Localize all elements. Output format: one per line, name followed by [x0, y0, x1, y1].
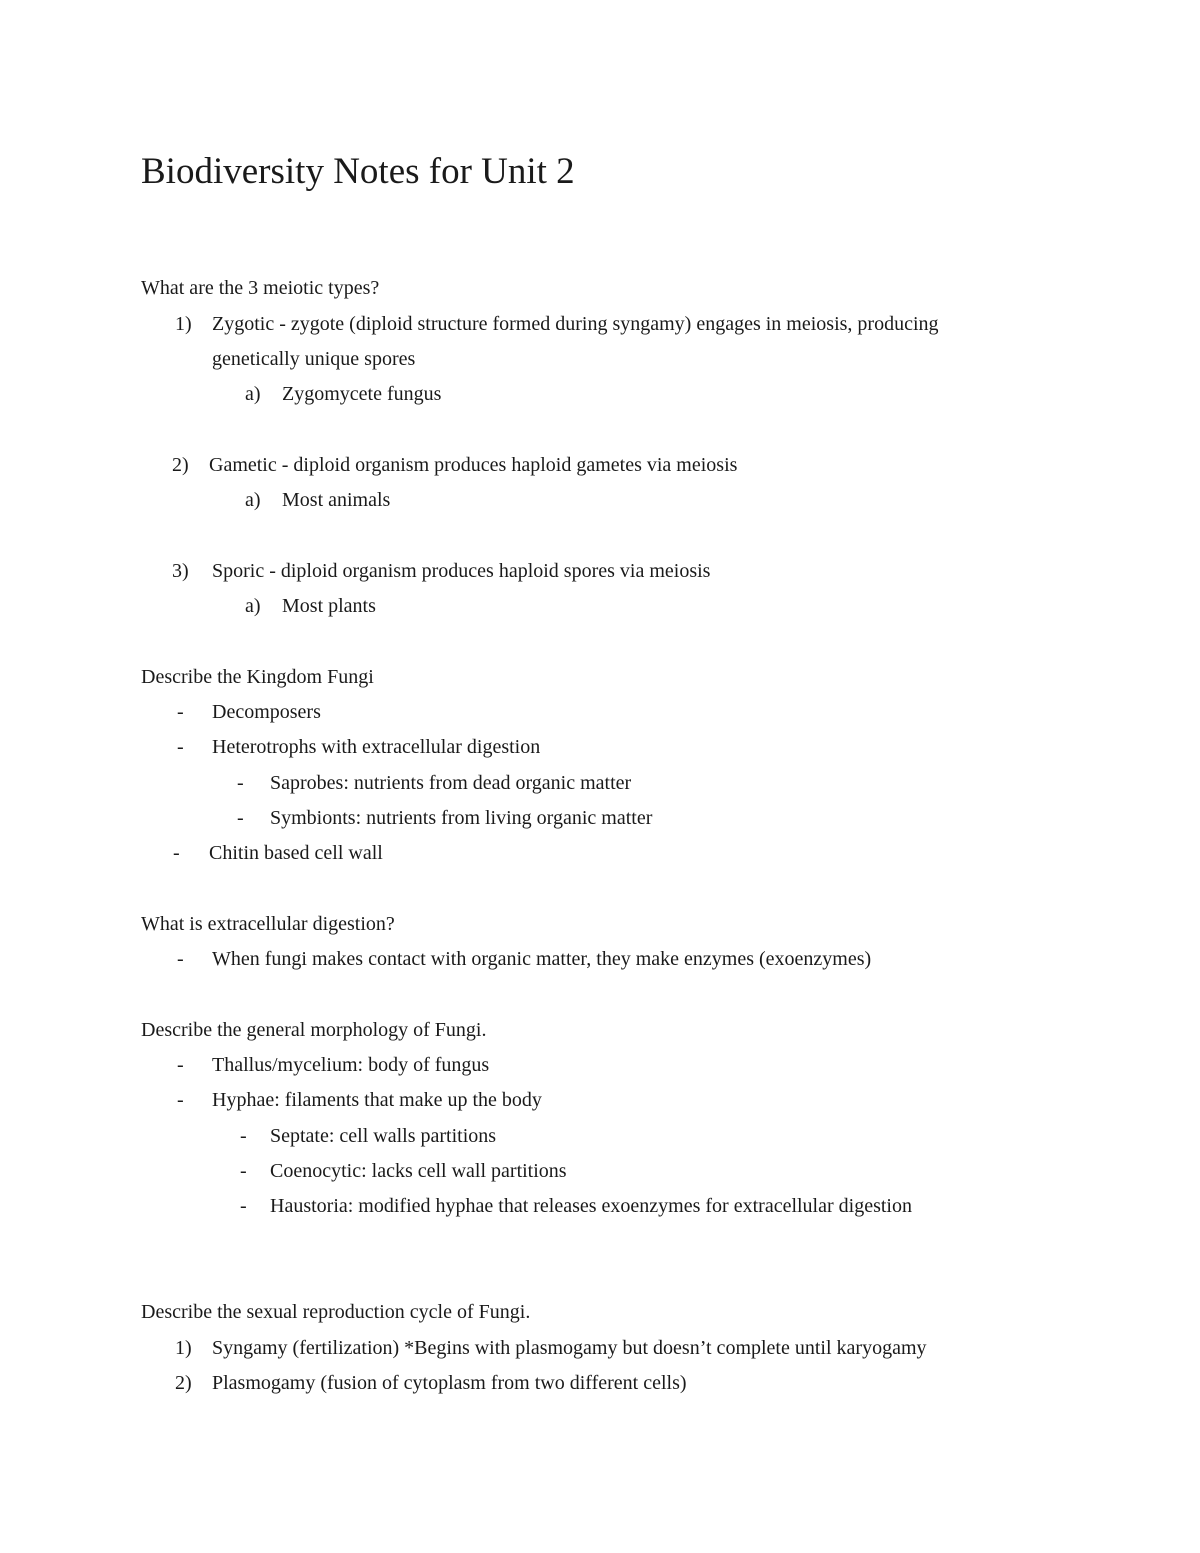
sub-list-marker: a)	[245, 383, 261, 405]
list-item: Syngamy (fertilization) *Begins with plasmogamy but doesn’t complete until karyogamy	[212, 1337, 927, 1359]
sub-list-item: Septate: cell walls partitions	[270, 1125, 497, 1147]
section-heading: What is extracellular digestion?	[141, 913, 395, 935]
sub-list-item: Haustoria: modified hyphae that releases exoenzymes for extracellular digestion	[270, 1195, 912, 1217]
sub-list-item: Coenocytic: lacks cell wall partitions	[270, 1160, 567, 1182]
list-item: Decomposers	[212, 701, 321, 723]
bullet-dash: -	[177, 1054, 184, 1076]
list-item: Chitin based cell wall	[209, 842, 383, 864]
section-heading: Describe the general morphology of Fungi.	[141, 1019, 487, 1041]
list-item: Plasmogamy (fusion of cytoplasm from two different cells)	[212, 1372, 687, 1394]
section-heading: What are the 3 meiotic types?	[141, 277, 380, 299]
bullet-dash: -	[177, 701, 184, 723]
sub-list-item: Zygomycete fungus	[282, 383, 442, 405]
list-item-continuation: genetically unique spores	[212, 348, 416, 370]
list-item: Gametic - diploid organism produces haploid gametes via meiosis	[209, 454, 738, 476]
sub-list-item: Symbionts: nutrients from living organic matter	[270, 807, 653, 829]
bullet-dash: -	[177, 948, 184, 970]
sub-list-item: Most animals	[282, 489, 391, 511]
list-item: Hyphae: filaments that make up the body	[212, 1089, 542, 1111]
bullet-dash: -	[237, 807, 244, 829]
sub-list-item: Most plants	[282, 595, 376, 617]
list-marker: 2)	[175, 1372, 192, 1394]
list-item: Zygotic - zygote (diploid structure formed during syngamy) engages in meiosis, producing	[212, 313, 939, 335]
list-marker: 1)	[175, 1337, 192, 1359]
section-heading: Describe the Kingdom Fungi	[141, 666, 374, 688]
sub-list-marker: a)	[245, 489, 261, 511]
bullet-dash: -	[177, 736, 184, 758]
bullet-dash: -	[177, 1089, 184, 1111]
bullet-dash: -	[173, 842, 180, 864]
list-marker: 2)	[172, 454, 189, 476]
sub-list-item: Saprobes: nutrients from dead organic matter	[270, 772, 632, 794]
bullet-dash: -	[240, 1125, 247, 1147]
list-item: When fungi makes contact with organic matter, they make enzymes (exoenzymes)	[212, 948, 872, 970]
bullet-dash: -	[240, 1195, 247, 1217]
list-item: Heterotrophs with extracellular digestion	[212, 736, 541, 758]
sub-list-marker: a)	[245, 595, 261, 617]
list-item: Sporic - diploid organism produces haploid spores via meiosis	[212, 560, 711, 582]
list-marker: 1)	[175, 313, 192, 335]
section-heading: Describe the sexual reproduction cycle of Fungi.	[141, 1301, 531, 1323]
bullet-dash: -	[237, 772, 244, 794]
list-item: Thallus/mycelium: body of fungus	[212, 1054, 490, 1076]
page-title: Biodiversity Notes for Unit 2	[141, 151, 575, 192]
bullet-dash: -	[240, 1160, 247, 1182]
list-marker: 3)	[172, 560, 189, 582]
